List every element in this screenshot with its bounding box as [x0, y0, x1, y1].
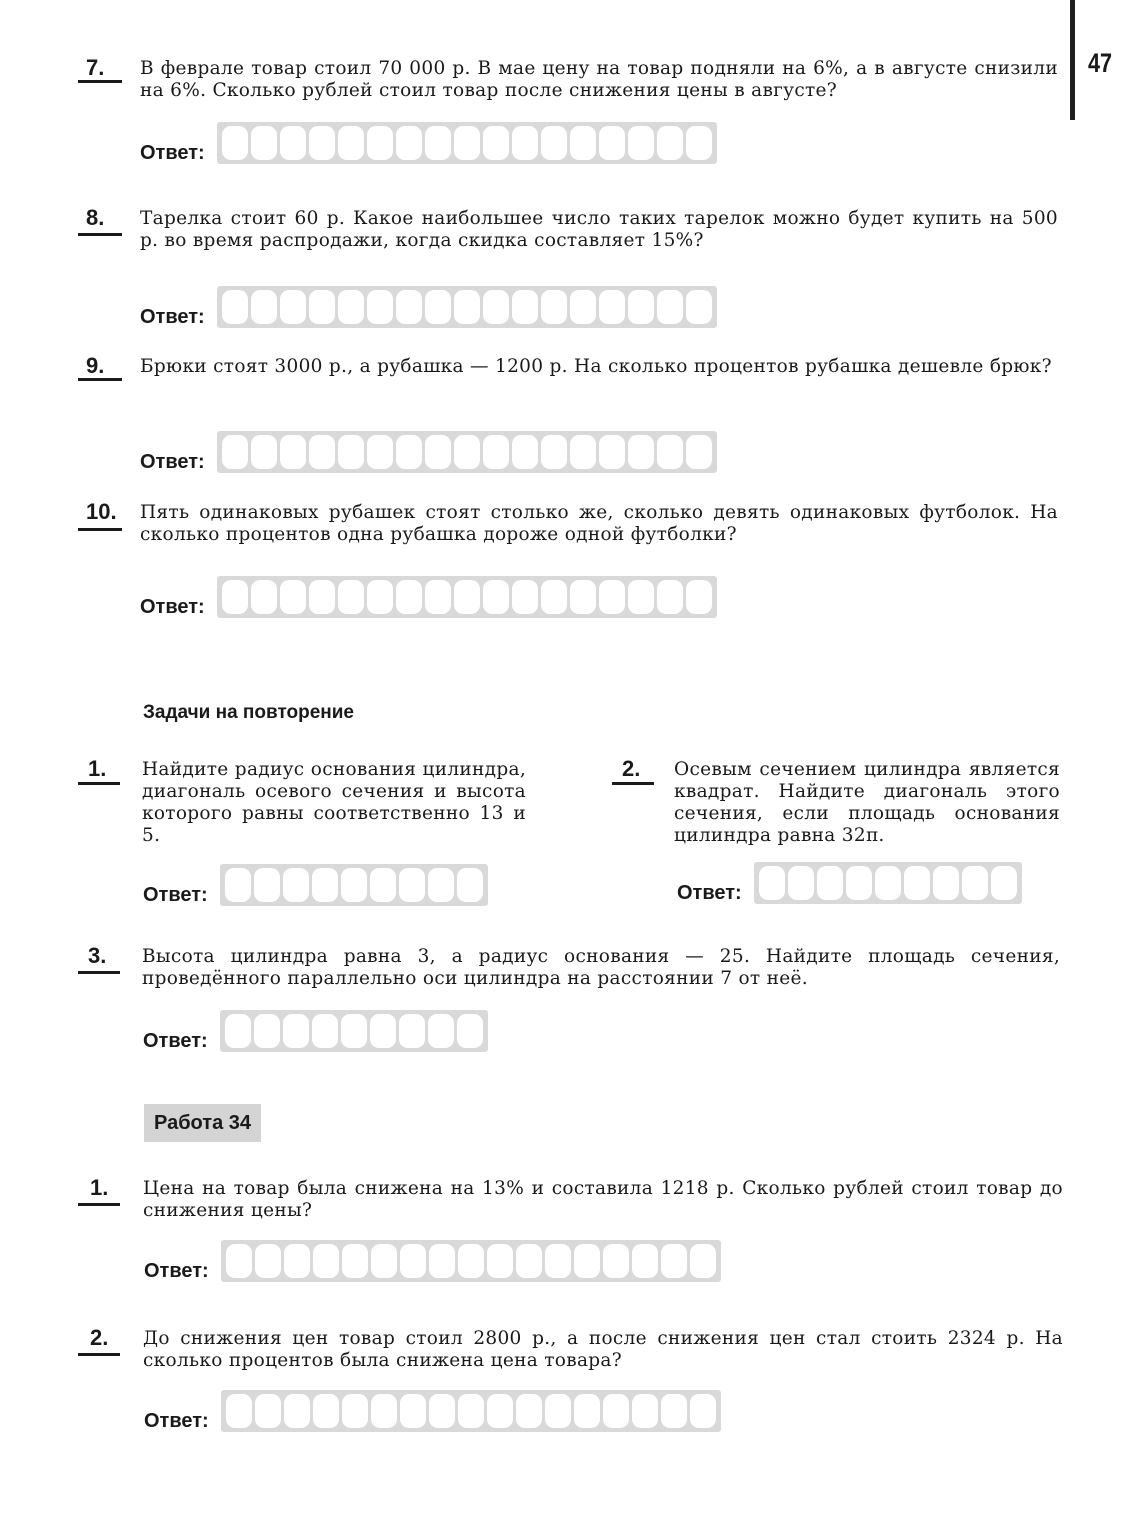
answer-cell[interactable]: [283, 868, 309, 902]
answer-cell[interactable]: [458, 1244, 484, 1278]
answer-label: Ответ:: [143, 1030, 208, 1052]
task-text: Осевым сечением цилиндра является квадрат. Найдите диагональ этого сечения, если площадь основания цилиндра равна 32π.: [674, 759, 1060, 846]
answer-cell[interactable]: [661, 1244, 687, 1278]
answer-cell[interactable]: [603, 1394, 629, 1428]
answer-label: Ответ:: [143, 884, 208, 906]
section-heading: Задачи на повторение: [143, 702, 355, 723]
answer-cell[interactable]: [846, 866, 872, 900]
answer-cell[interactable]: [309, 580, 335, 614]
answer-cell[interactable]: [280, 435, 306, 469]
answer-cell[interactable]: [657, 126, 683, 160]
answer-cell[interactable]: [686, 126, 712, 160]
answer-cell[interactable]: [541, 290, 567, 324]
answer-cell[interactable]: [367, 126, 393, 160]
answer-cell[interactable]: [338, 290, 364, 324]
answer-grid[interactable]: [754, 862, 1022, 904]
answer-grid[interactable]: [217, 576, 717, 618]
answer-cell[interactable]: [425, 435, 451, 469]
answer-cell[interactable]: [599, 290, 625, 324]
answer-cell[interactable]: [429, 1244, 455, 1278]
task-number: 2.: [622, 756, 641, 781]
answer-cell[interactable]: [599, 435, 625, 469]
answer-cell[interactable]: [251, 435, 277, 469]
answer-cell[interactable]: [280, 290, 306, 324]
task-number: 10.: [86, 499, 117, 524]
answer-grid[interactable]: [217, 122, 717, 164]
answer-cell[interactable]: [904, 866, 930, 900]
task-text: Пять одинаковых рубашек стоят столько же, сколько девять одинаковых футболок. На сколько процентов одна рубашка дороже одной футболки?: [140, 502, 1058, 545]
answer-label: Ответ:: [144, 1410, 209, 1432]
answer-cell[interactable]: [759, 866, 785, 900]
task-text: Брюки стоят 3000 р., а рубашка — 1200 р. На сколько процентов рубашка дешевле брюк?: [140, 356, 1052, 377]
number-underline: [78, 378, 122, 381]
answer-cell[interactable]: [541, 435, 567, 469]
answer-label: Ответ:: [140, 306, 205, 328]
work-title-badge: Работа 34: [144, 1104, 261, 1142]
answer-cell[interactable]: [512, 435, 538, 469]
answer-cell[interactable]: [425, 290, 451, 324]
answer-cell[interactable]: [599, 126, 625, 160]
task-number: 1.: [90, 1175, 109, 1200]
number-underline: [78, 80, 122, 83]
answer-cell[interactable]: [396, 435, 422, 469]
task-number: 8.: [86, 205, 105, 230]
answer-cell[interactable]: [487, 1394, 513, 1428]
answer-cell[interactable]: [222, 290, 248, 324]
answer-cell[interactable]: [225, 868, 251, 902]
answer-cell[interactable]: [222, 126, 248, 160]
answer-row-7: [140, 122, 717, 164]
answer-cell[interactable]: [574, 1394, 600, 1428]
answer-grid[interactable]: [221, 1240, 721, 1282]
answer-cell[interactable]: [396, 126, 422, 160]
answer-cell[interactable]: [603, 1244, 629, 1278]
answer-cell[interactable]: [396, 580, 422, 614]
answer-cell[interactable]: [570, 290, 596, 324]
answer-cell[interactable]: [454, 126, 480, 160]
answer-cell[interactable]: [541, 580, 567, 614]
answer-cell[interactable]: [545, 1244, 571, 1278]
answer-cell[interactable]: [342, 1244, 368, 1278]
answer-label: Ответ:: [144, 1260, 209, 1282]
answer-cell[interactable]: [254, 868, 280, 902]
number-underline: [78, 233, 122, 236]
answer-row-work-1: [144, 1240, 721, 1282]
number-underline: [78, 782, 120, 785]
answer-cell[interactable]: [933, 866, 959, 900]
answer-cell[interactable]: [657, 580, 683, 614]
task-text: Цена на товар была снижена на 13% и составила 1218 р. Сколько рублей стоил товар до снижения цены?: [143, 1178, 1063, 1221]
answer-label: Ответ:: [140, 596, 205, 618]
answer-cell[interactable]: [309, 435, 335, 469]
answer-cell[interactable]: [284, 1394, 310, 1428]
answer-cell[interactable]: [341, 1014, 367, 1048]
task-text: До снижения цен товар стоил 2800 р., а после снижения цен стал стоить 2324 р. На сколько процентов была снижена цена товара?: [143, 1328, 1063, 1371]
answer-cell[interactable]: [483, 435, 509, 469]
answer-cell[interactable]: [425, 126, 451, 160]
answer-row-8: [140, 286, 717, 328]
task-number: 9.: [86, 353, 105, 378]
task-number: 7.: [86, 55, 105, 80]
number-underline: [78, 1203, 120, 1206]
answer-grid[interactable]: [221, 1390, 721, 1432]
answer-cell[interactable]: [570, 580, 596, 614]
answer-cell[interactable]: [690, 1244, 716, 1278]
answer-cell[interactable]: [962, 866, 988, 900]
answer-cell[interactable]: [396, 290, 422, 324]
answer-cell[interactable]: [338, 580, 364, 614]
answer-cell[interactable]: [875, 866, 901, 900]
answer-cell[interactable]: [429, 1394, 455, 1428]
answer-cell[interactable]: [454, 290, 480, 324]
answer-row-review-1: [143, 864, 488, 906]
answer-label: Ответ:: [140, 142, 205, 164]
task-number: 3.: [88, 943, 107, 968]
answer-cell[interactable]: [226, 1394, 252, 1428]
answer-cell[interactable]: [342, 1394, 368, 1428]
answer-row-review-3: [143, 1010, 488, 1052]
answer-cell[interactable]: [428, 868, 454, 902]
answer-label: Ответ:: [140, 451, 205, 473]
answer-cell[interactable]: [371, 1394, 397, 1428]
answer-grid[interactable]: [220, 864, 488, 906]
answer-row-10: [140, 576, 717, 618]
task-number: 1.: [88, 756, 107, 781]
answer-cell[interactable]: [628, 435, 654, 469]
answer-cell[interactable]: [251, 580, 277, 614]
answer-cell[interactable]: [454, 580, 480, 614]
answer-cell[interactable]: [226, 1244, 252, 1278]
answer-cell[interactable]: [512, 580, 538, 614]
answer-cell[interactable]: [222, 580, 248, 614]
answer-cell[interactable]: [251, 290, 277, 324]
answer-cell[interactable]: [686, 580, 712, 614]
answer-cell[interactable]: [399, 1014, 425, 1048]
answer-cell[interactable]: [255, 1394, 281, 1428]
answer-cell[interactable]: [254, 1014, 280, 1048]
answer-cell[interactable]: [487, 1244, 513, 1278]
number-underline: [78, 1353, 120, 1356]
answer-cell[interactable]: [255, 1244, 281, 1278]
answer-cell[interactable]: [222, 435, 248, 469]
answer-cell[interactable]: [425, 580, 451, 614]
answer-cell[interactable]: [225, 1014, 251, 1048]
answer-cell[interactable]: [541, 126, 567, 160]
answer-cell[interactable]: [632, 1244, 658, 1278]
answer-cell[interactable]: [657, 290, 683, 324]
answer-cell[interactable]: [817, 866, 843, 900]
answer-cell[interactable]: [371, 1244, 397, 1278]
answer-cell[interactable]: [313, 1394, 339, 1428]
answer-cell[interactable]: [341, 868, 367, 902]
answer-cell[interactable]: [312, 1014, 338, 1048]
task-text: Высота цилиндра равна 3, а радиус основания — 25. Найдите площадь сечения, проведённого параллельно оси цилиндра на расстоянии 7 от неё.: [142, 946, 1060, 989]
answer-cell[interactable]: [690, 1394, 716, 1428]
number-underline: [78, 528, 122, 531]
number-underline: [612, 782, 654, 785]
answer-cell[interactable]: [428, 1014, 454, 1048]
answer-cell[interactable]: [338, 126, 364, 160]
answer-cell[interactable]: [512, 126, 538, 160]
number-underline: [78, 971, 120, 974]
answer-cell[interactable]: [686, 435, 712, 469]
answer-cell[interactable]: [370, 868, 396, 902]
answer-cell[interactable]: [599, 580, 625, 614]
answer-cell[interactable]: [367, 290, 393, 324]
task-text: Найдите радиус основания цилиндра, диагональ осевого сечения и высота которого равны соответственно 13 и 5.: [142, 759, 526, 846]
answer-cell[interactable]: [632, 1394, 658, 1428]
page-edge-bar: [1070, 0, 1075, 120]
answer-label: Ответ:: [677, 882, 742, 904]
answer-cell[interactable]: [284, 1244, 310, 1278]
answer-cell[interactable]: [628, 126, 654, 160]
answer-cell[interactable]: [628, 290, 654, 324]
answer-cell[interactable]: [657, 435, 683, 469]
answer-cell[interactable]: [457, 868, 483, 902]
answer-cell[interactable]: [686, 290, 712, 324]
answer-cell[interactable]: [309, 126, 335, 160]
answer-cell[interactable]: [338, 435, 364, 469]
task-text: В феврале товар стоил 70 000 р. В мае цену на товар подняли на 6%, а в августе снизили на 6%. Сколько рублей стоил товар после снижения цены в августе?: [140, 58, 1058, 101]
page-number: 47: [1088, 48, 1113, 78]
answer-cell[interactable]: [516, 1244, 542, 1278]
answer-grid[interactable]: [217, 286, 717, 328]
answer-grid[interactable]: [217, 431, 717, 473]
answer-cell[interactable]: [454, 435, 480, 469]
answer-cell[interactable]: [283, 1014, 309, 1048]
answer-row-9: [140, 431, 717, 473]
answer-cell[interactable]: [367, 435, 393, 469]
answer-cell[interactable]: [280, 580, 306, 614]
answer-cell[interactable]: [399, 868, 425, 902]
answer-cell[interactable]: [313, 1244, 339, 1278]
answer-row-work-2: [144, 1390, 721, 1432]
answer-cell[interactable]: [483, 126, 509, 160]
answer-grid[interactable]: [220, 1010, 488, 1052]
answer-cell[interactable]: [483, 290, 509, 324]
answer-cell[interactable]: [628, 580, 654, 614]
answer-row-review-2: [677, 862, 1022, 904]
answer-cell[interactable]: [574, 1244, 600, 1278]
answer-cell[interactable]: [280, 126, 306, 160]
answer-cell[interactable]: [516, 1394, 542, 1428]
answer-cell[interactable]: [370, 1014, 396, 1048]
task-number: 2.: [90, 1325, 109, 1350]
answer-cell[interactable]: [545, 1394, 571, 1428]
answer-cell[interactable]: [309, 290, 335, 324]
answer-cell[interactable]: [991, 866, 1017, 900]
answer-cell[interactable]: [458, 1394, 484, 1428]
answer-cell[interactable]: [570, 126, 596, 160]
answer-cell[interactable]: [788, 866, 814, 900]
answer-cell[interactable]: [661, 1394, 687, 1428]
answer-cell[interactable]: [483, 580, 509, 614]
answer-cell[interactable]: [457, 1014, 483, 1048]
answer-cell[interactable]: [400, 1244, 426, 1278]
answer-cell[interactable]: [400, 1394, 426, 1428]
answer-cell[interactable]: [312, 868, 338, 902]
answer-cell[interactable]: [251, 126, 277, 160]
answer-cell[interactable]: [367, 580, 393, 614]
task-text: Тарелка стоит 60 р. Какое наибольшее число таких тарелок можно будет купить на 500 р. во время распродажи, когда скидка составляет 15%?: [140, 208, 1058, 251]
answer-cell[interactable]: [570, 435, 596, 469]
answer-cell[interactable]: [512, 290, 538, 324]
